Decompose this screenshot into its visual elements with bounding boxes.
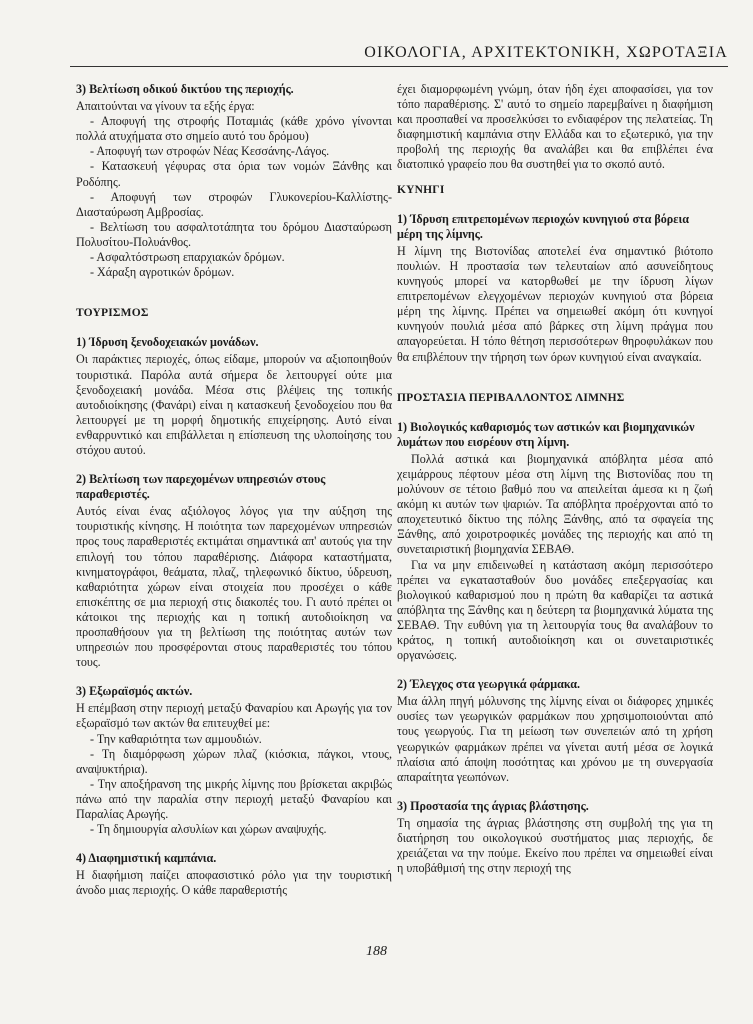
header-rule (70, 66, 728, 67)
section-heading: 3) Προστασία της άγριας βλάστησης. (397, 798, 589, 813)
paragraph: Οι παράκτιες περιοχές, όπως είδαμε, μπορούν να αξιοποιηθούν τουριστικά. Παρόλα αυτά σήμερα δε λειτουργεί ούτε μια ξενοδοχειακή μονάδα. Μέσα στις βλέψεις της τοπικής αυτοδιοίκησης (Φανάρι) είναι η κατασκευή ξενοδοχείου που θα λειτουργεί με τη μορφή δημοτικής επιχείρησης. Αυτό είναι ενθαρρυντικό και επιβάλλεται η επίσπευση της υλοποίησης του στόχου αυτού. (76, 352, 392, 457)
paragraph: έχει διαμορφωμένη γνώμη, όταν ήδη έχει αποφασίσει, για τον τόπο παραθέρισης. Σ' αυτό το σημείο παρεμβαίνει η διαφήμιση και προσπαθεί να προσελκύσει το ενδιαφέρον της πελατείας. Τη διαφημιστική καμπάνια στην Ελλάδα και το εξωτερικό, για την προβολή της περιοχής θα αναλάβει και θα επιβλέπει ένα διατοπικό γραφείο που θα συστηθεί για το σκοπό αυτό. (397, 82, 713, 172)
running-head: ΟΙΚΟΛΟΓΙΑ, ΑΡΧΙΤΕΚΤΟΝΙΚΗ, ΧΩΡΟΤΑΞΙΑ (364, 44, 728, 61)
paragraph: Αυτός είναι ένας αξιόλογος λόγος για την αύξηση της τουριστικής κίνησης. Η ποιότητα των παρεχομένων υπηρεσιών προς τους παραθεριστές εκτιμάται σημαντικά απ' αυτούς για την επιλογή του τόπου παραθέρισης. Διάφορα καταστήματα, κινηματογράφοι, θεάματα, πλαζ, τηλεφωνικό δίκτυο, ύδρευση, καθαριότητα χώρων είναι στοιχεία που προσέχει ο κάθε επισκέπτης σε μια περιοχή στις διακοπές του. Γι αυτό πρέπει οι κάτοικοι της περιοχής και η τοπική αυτοδιοίκηση να προσπαθήσουν για τη βελτίωση της ποιότητας αυτών των υπηρεσιών που προσφέρονται στους παραθεριστές του τόπου τους. (76, 504, 392, 670)
paragraph: Για να μην επιδεινωθεί η κατάσταση ακόμη περισσότερο πρέπει να εγκατασταθούν δυο μονάδες επεξεργασίας και βιολογικού καθαρισμού που η πρώτη θα καθαρίζει τα αστικά απόβλητα της Ξάνθης και η δεύτερη τα βιομηχανικά λύματα της ΣΕΒΑΘ. Την ευθύνη για τη λειτουργία τους θα αναλάβουν το κράτος, η τοπική αυτοδιοίκηση και οι συνεταιριστικές οργανώσεις. (397, 557, 713, 663)
list-item: - Αποφυγή των στροφών Γλυκονερίου-Καλλίστης-Διασταύρωση Αμβροσίας. (76, 189, 392, 219)
list-item: - Βελτίωση του ασφαλτοτάπητα του δρόμου Διασταύρωση Πολυσίτου-Πολυάνθος. (76, 219, 392, 249)
list-item: - Τη διαμόρφωση χώρων πλαζ (κιόσκια, πάγκοι, ντους, αναψυκτήρια). (76, 746, 392, 776)
right-column (397, 82, 713, 876)
paragraph: Πολλά αστικά και βιομηχανικά απόβλητα μέσα από χειμάρρους πέφτουν μέσα στη λίμνη της Βιστονίδας που τη μολύνουν σε τέτοιο βαθμό που να απειλείται άμεσα κι η ζωή ακόμη κι αυτών των ψαριών. Τα απόβλητα προέρχονται από το αποχετευτικό δίκτυο της πόλης Ξάνθης, από τα σφαγεία της Ξάνθης, από χοιροτροφικές μονάδες της περιοχής και από τη συνεταιριστική βιομηχανία ΣΕΒΑΘ. (397, 451, 713, 557)
section-heading: 3) Βελτίωση οδικού δικτύου της περιοχής. (76, 82, 294, 96)
section-heading: 1) Ίδρυση ξενοδοχειακών μονάδων. (76, 335, 259, 350)
list-item: - Την αποξήρανση της μικρής λίμνης που βρίσκεται ακριβώς πάνω από την παραλία στην περιοχή μεταξύ Φαναρίου και Παραλίας Αρωγής. (76, 776, 392, 822)
section-heading: 1) Ίδρυση επιτρεπομένων περιοχών κυνηγιού στα βόρεια μέρη της λίμνης. (397, 211, 689, 241)
list-item: - Ασφαλτόστρωση επαρχιακών δρόμων. (90, 250, 285, 265)
chapter-heading-hunting: ΚΥΝΗΓΙ (397, 183, 445, 196)
list-item: - Την καθαριότητα των αμμουδιών. (90, 731, 262, 746)
chapter-heading-lake-protection: ΠΡΟΣΤΑΣΙΑ ΠΕΡΙΒΑΛΛΟΝΤΟΣ ΛΙΜΝΗΣ (397, 391, 625, 404)
page-number: 188 (366, 944, 387, 959)
list-item: - Κατασκευή γέφυρας στα όρια των νομών Ξάνθης και Ροδόπης. (76, 159, 392, 189)
paragraph: Τη σημασία της άγριας βλάστησης στη συμβολή της για τη διατήρηση του οικολογικού συστήματος μιας περιοχής, δε χρειάζεται να την πούμε. Εκείνο που πρέπει να σημειωθεί είναι η υποβάθμισή της στην περιοχή της (397, 815, 713, 876)
section-heading: 2) Βελτίωση των παρεχομένων υπηρεσιών στους παραθεριστές. (76, 472, 326, 502)
section-heading: 2) Έλεγχος στα γεωργικά φάρμακα. (397, 677, 581, 692)
list-item: - Αποφυγή της στροφής Ποταμιάς (κάθε χρόνο γίνονται πολλά ατυχήματα στο σημείο αυτό του δρόμου) (76, 114, 392, 144)
section-heading: 4) Διαφημιστική καμπάνια. (76, 851, 217, 866)
paragraph: Η επέμβαση στην περιοχή μεταξύ Φαναρίου και Αρωγής για τον εξωραϊσμό των ακτών θα επιτευχθεί με: (76, 701, 392, 731)
list-item: - Τη δημιουργία αλσυλίων και χώρων αναψυχής. (90, 822, 327, 837)
section-heading: 3) Εξωραϊσμός ακτών. (76, 684, 193, 699)
paragraph: Απαιτούνται να γίνουν τα εξής έργα: (76, 99, 255, 114)
list-item: - Αποφυγή των στροφών Νέας Κεσσάνης-Λάγος. (90, 144, 330, 159)
paragraph: Μια άλλη πηγή μόλυνσης της λίμνης είναι οι διάφορες χημικές ουσίες των γεωργικών φαρμάκων που χρησιμοποιούνται από τους γεωργούς. Για τη μείωση των συνεπειών από τη χρήση γεωργικών φαρμάκων πρέπει να γίνεται αυτή μέσα σε λογικά πλαίσια από άποψη ποσότητας και χρόνου με τη συνεργασία απαραίτητα γεωπόνων. (397, 694, 713, 784)
paragraph: Η διαφήμιση παίζει αποφασιστικό ρόλο για την τουριστική άνοδο μιας περιοχής. Ο κάθε παραθεριστής (76, 868, 392, 898)
list-item: - Χάραξη αγροτικών δρόμων. (90, 265, 235, 280)
left-column (76, 82, 392, 899)
section-heading: 1) Βιολογικός καθαρισμός των αστικών και βιομηχανικών λυμάτων που εισρέουν στη λίμνη. (397, 419, 695, 449)
paragraph: Η λίμνη της Βιστονίδας αποτελεί ένα σημαντικό βιότοπο πουλιών. Η προστασία των τελευταίων από ασυνείδητους κυνηγούς μπορεί να κατορθωθεί με την ίδρυση λίγων επιτρεπομένων ελεγχομένων περιοχών κυνηγιού στα βόρεια μέρη της λίμνης. Πρέπει να σημειωθεί ακόμη ότι κυνηγοί κυνηγούν πουλιά μέσα από βάρκες στη λίμνη πράγμα που απαγορεύεται. Η τόπο θέτηση περισσότερων θηροφυλάκων που θα επιβλέπουν την τήρηση των όρων κυνηγιού είναι αναγκαία. (397, 243, 713, 364)
chapter-heading-tourism: ΤΟΥΡΙΣΜΟΣ (76, 307, 149, 320)
